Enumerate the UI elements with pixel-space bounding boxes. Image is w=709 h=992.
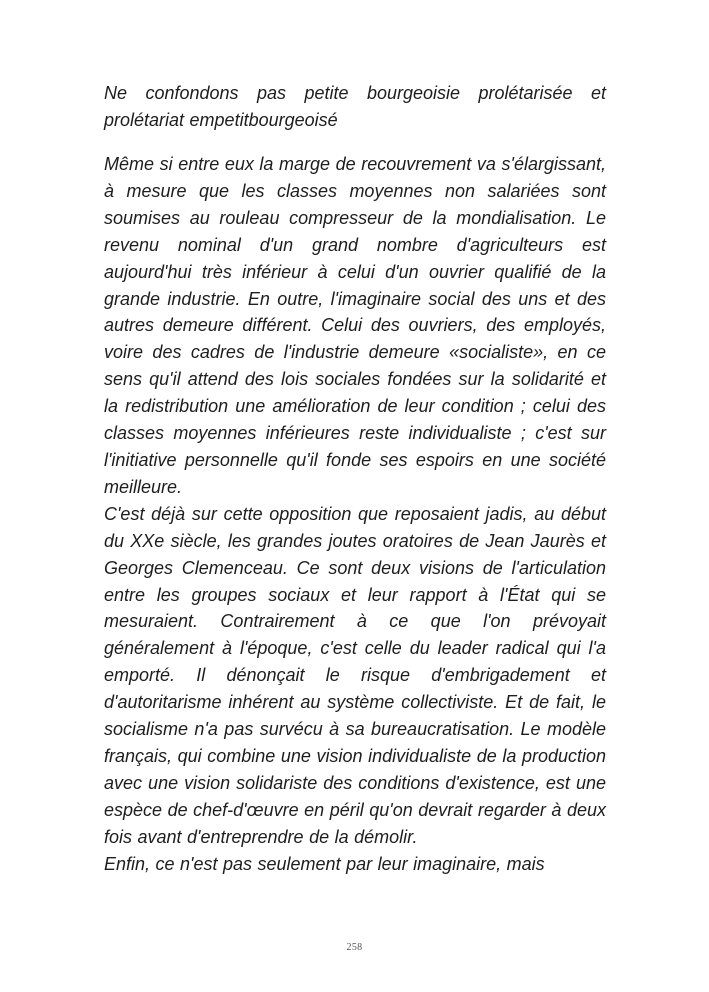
paragraph: Enfin, ce n'est pas seulement par leur imaginaire, mais (104, 853, 545, 874)
page-number: 258 (346, 942, 363, 953)
body-text (104, 151, 606, 877)
paragraph: Même si entre eux la marge de recouvrement va s'élargissant, à mesure que les classes moyennes non salariées sont soumises au rouleau compresseur de la mondialisation. Le revenu nominal d'un grand nombre d'agriculteurs est aujourd'hui très inférieur à celui d'un ouvrier qualifié de la grande industrie. En outre, l'imaginaire social des uns et des autres demeure différent. Celui des ouvriers, des employés, voire des cadres de l'industrie demeure «socialiste», en ce sens qu'il attend des lois sociales fondées sur la solidarité et la redistribution une amélioration de leur condition ; celui des classes moyennes inférieures reste individualiste ; c'est sur l'initiative personnelle qu'il fonde ses espoirs en une société meilleure. (104, 154, 606, 497)
paragraph: C'est déjà sur cette opposition que reposaient jadis, au début du XXe siècle, les grandes joutes oratoires de Jean Jaurès et Georges Clemenceau. Ce sont deux visions de l'articulation entre les groupes sociaux et leur rapport à l'État qui se mesuraient. Contrairement à ce que l'on prévoyait généralement à l'époque, c'est celle du leader radical qui l'a emporté. Il dénonçait le risque d'embrigadement et d'autoritarisme inhérent au système collectiviste. Et de fait, le socialisme n'a pas survécu à sa bureaucratisation. Le modèle français, qui combine une vision individualiste de la production avec une vision solidariste des conditions d'existence, est une espèce de chef-d'œuvre en péril qu'on devrait regarder à deux fois avant d'entreprendre de la démolir. (104, 503, 606, 847)
section-heading: Ne confondons pas petite bourgeoisie prolétarisée et prolétariat empetitbourgeoisé (104, 83, 606, 130)
